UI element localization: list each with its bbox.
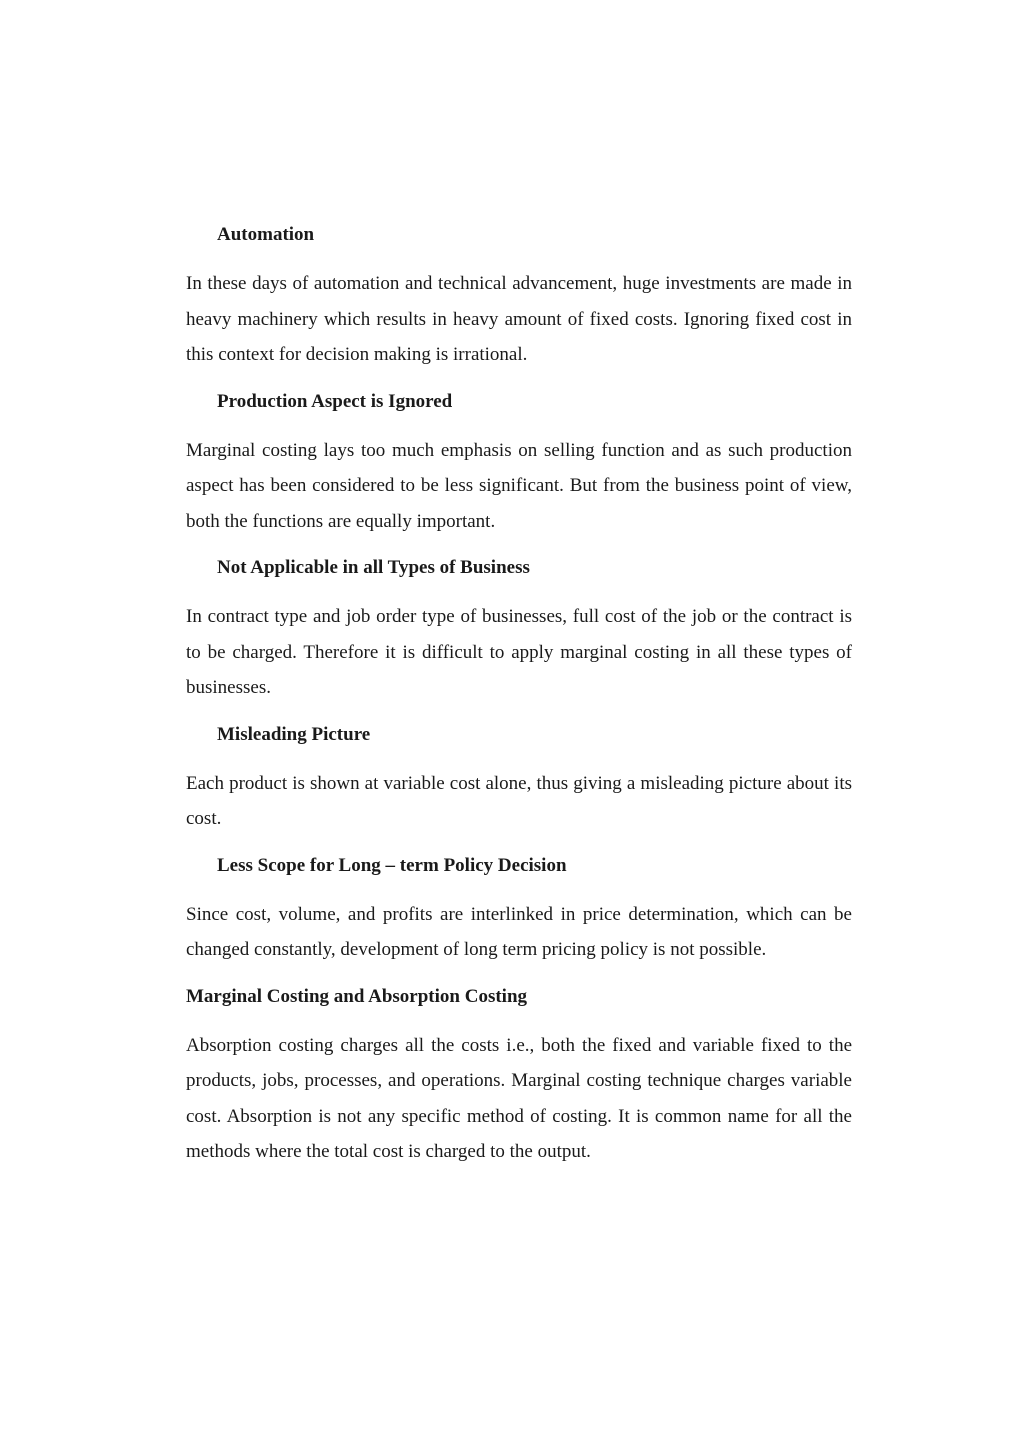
main-section-paragraph: Absorption costing charges all the costs i.e., both the fixed and variable fixed to the products, jobs, processes, and operations. Marginal costing technique charges variable cost. Absorption is not any specific method of costing. It is common name for all the methods where the total cost is charged to the output. — [186, 1034, 852, 1162]
section-paragraph-production-aspect: Marginal costing lays too much emphasis on selling function and as such production aspect has been considered to be less significant. But from the business point of view, both the functions are equally important. — [186, 439, 852, 532]
section-heading-not-applicable: Not Applicable in all Types of Business — [217, 557, 530, 578]
section-heading-misleading-picture: Misleading Picture — [217, 723, 371, 745]
section-paragraph-long-term-policy: Since cost, volume, and profits are interlinked in price determination, which can be changed constantly, development of long term pricing policy is not possible. — [186, 903, 852, 960]
document-page — [186, 220, 852, 1184]
section-paragraph-automation: In these days of automation and technical advancement, huge investments are made in heavy machinery which results in heavy amount of fixed costs. Ignoring fixed cost in this context for decision making is irrational. — [186, 273, 852, 365]
section-paragraph-not-applicable: In contract type and job order type of businesses, full cost of the job or the contract is to be charged. Therefore it is difficult to apply marginal costing in all these types of businesses. — [186, 606, 852, 698]
section-heading-long-term-policy: Less Scope for Long – term Policy Decision — [217, 854, 567, 876]
section-heading-automation: Automation — [217, 224, 315, 245]
main-section-heading: Marginal Costing and Absorption Costing — [186, 985, 528, 1007]
section-paragraph-misleading-picture: Each product is shown at variable cost alone, thus giving a misleading picture about its cost. — [186, 772, 852, 829]
section-heading-production-aspect: Production Aspect is Ignored — [217, 390, 453, 412]
